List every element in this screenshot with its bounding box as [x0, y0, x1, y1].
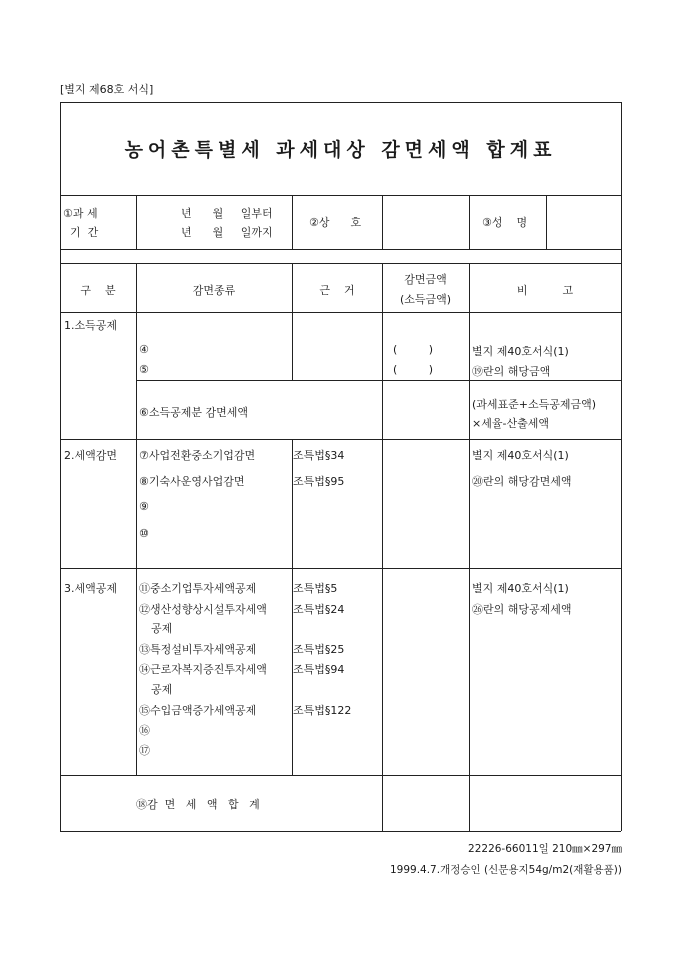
- period-to: 년 월 일까지: [181, 226, 273, 239]
- section1-label: 1.소득공제: [64, 319, 117, 332]
- total-label: ⑱감 면 세 액 합 계: [136, 798, 260, 811]
- section1-formula-2: ×세율-산출세액: [472, 417, 549, 430]
- section2-item-name: ⑨: [139, 500, 149, 513]
- rule-period-v4: [469, 195, 470, 249]
- section3-item-continuation: 공제: [151, 683, 173, 696]
- form-reference: [별지 제68호 서식]: [60, 83, 154, 96]
- rule-period-v3: [382, 195, 383, 249]
- rule-below-section1: [60, 439, 621, 440]
- rule-col-type-a: [292, 263, 293, 380]
- section2-remark-2: ⑳란의 해당감면세액: [472, 475, 572, 488]
- page-title: 농어촌특별세 과세대상 감면세액 합계표: [124, 139, 557, 161]
- section2-label: 2.세액감면: [64, 449, 117, 462]
- section2-item-name: ⑩: [139, 527, 149, 540]
- company-label: ②상 호: [309, 216, 362, 229]
- rule-below-section3: [60, 775, 621, 776]
- rule-header-bottom: [60, 312, 621, 313]
- section1-formula-1: (과세표준+소득공제금액): [472, 398, 597, 411]
- rule-section1-mid: [136, 380, 621, 381]
- section3-item-basis: 조특법§122: [293, 704, 352, 717]
- table-top-border: [60, 102, 621, 103]
- section1-item5: ⑤: [139, 363, 149, 376]
- rule-header-top: [60, 263, 621, 264]
- section1-paren5: ( ): [393, 363, 434, 376]
- section3-item-basis: 조특법§5: [293, 582, 338, 595]
- period-label-2: 기 간: [63, 226, 99, 239]
- section2-item-basis: 조특법§95: [293, 475, 345, 488]
- rule-period-v1: [136, 195, 137, 249]
- section1-item6: ⑥소득공제분 감면세액: [139, 406, 248, 419]
- header-division: 구 분: [80, 284, 116, 297]
- rule-col-basis: [382, 263, 383, 831]
- section3-item-name: ⑰: [139, 744, 150, 757]
- header-amount-1: 감면금액: [404, 273, 447, 286]
- rule-below-section2: [60, 568, 621, 569]
- section3-item-basis: 조특법§24: [293, 603, 345, 616]
- section1-paren4: ( ): [393, 343, 434, 356]
- section1-remark-2: ⑲란의 해당금액: [472, 365, 551, 378]
- rule-period-v5: [546, 195, 547, 249]
- section3-item-basis: 조특법§25: [293, 643, 345, 656]
- section3-item-name: ⑮수입금액증가세액공제: [139, 704, 257, 717]
- section3-item-continuation: 공제: [151, 622, 173, 635]
- section2-item-basis: 조특법§34: [293, 449, 345, 462]
- rule-period-v2: [292, 195, 293, 249]
- rule-col-division: [136, 263, 137, 775]
- section1-item4: ④: [139, 343, 149, 356]
- section3-label: 3.세액공제: [64, 582, 117, 595]
- footer-form-code: 22226-66011일 210㎜×297㎜: [468, 843, 622, 855]
- section2-remark-1: 별지 제40호서식(1): [472, 449, 569, 462]
- section3-item-name: ⑯: [139, 724, 150, 737]
- table-bottom-border: [60, 831, 621, 832]
- table-left-border: [60, 102, 61, 831]
- section3-item-basis: 조특법§94: [293, 663, 345, 676]
- rule-below-title: [60, 195, 621, 196]
- header-basis: 근 거: [319, 284, 355, 297]
- section2-item-name: ⑧기숙사운영사업감면: [139, 475, 245, 488]
- table-right-border: [621, 102, 622, 831]
- period-label-1: ①과 세: [63, 207, 98, 220]
- section3-item-name: ⑬특정설비투자세액공제: [139, 643, 257, 656]
- section3-item-name: ⑪중소기업투자세액공제: [139, 582, 257, 595]
- header-amount-2: (소득금액): [399, 293, 452, 306]
- section1-remark-1: 별지 제40호서식(1): [472, 345, 569, 358]
- section2-item-name: ⑦사업전환중소기업감면: [139, 449, 256, 462]
- section3-item-name: ⑭근로자복지증진투자세액: [139, 663, 267, 676]
- section3-remark-1: 별지 제40호서식(1): [472, 582, 569, 595]
- footer-approval: 1999.4.7.개정승인 (신문용지54g/m2(재활용품)): [389, 864, 622, 876]
- rule-col-amount: [469, 263, 470, 831]
- period-from: 년 월 일부터: [181, 207, 273, 220]
- section3-item-name: ⑫생산성향상시설투자세액: [139, 603, 267, 616]
- section3-remark-2: ㉖란의 해당공제세액: [472, 603, 572, 616]
- name-label: ③성 명: [482, 216, 528, 229]
- header-remarks: 비 고: [516, 284, 574, 297]
- rule-below-period: [60, 249, 621, 250]
- header-type: 감면종류: [192, 284, 236, 297]
